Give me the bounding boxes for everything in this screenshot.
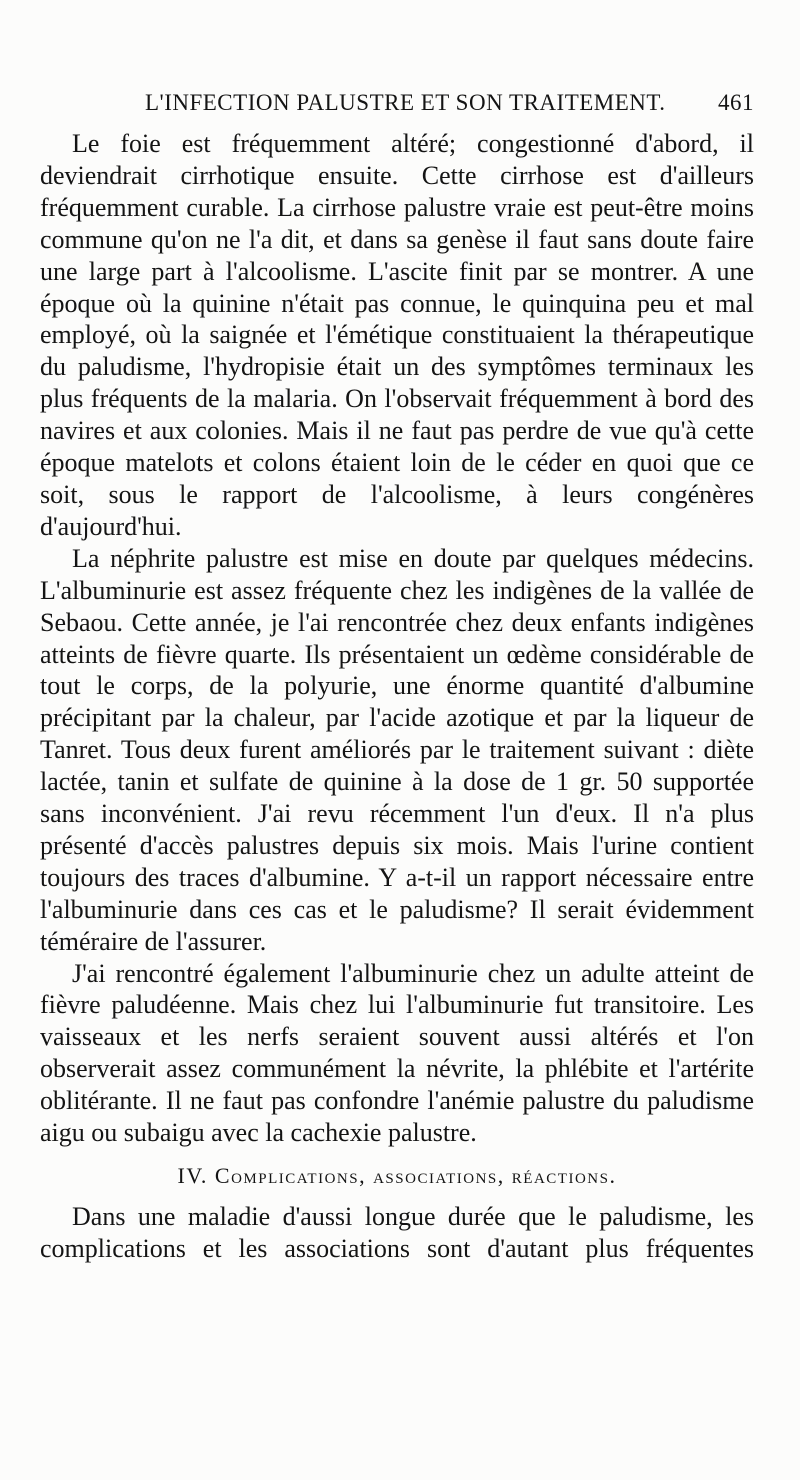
page-number: 461 <box>718 90 754 115</box>
running-head <box>40 90 754 120</box>
paragraph-nephritis: La néphrite palustre est mise en doute par quelques médecins. L'albuminurie est assez fréquente chez les indigènes de la vallée de Sebaou. Cette année, je l'ai rencontrée chez deux enfants indigènes atteints de fièvre quarte. Ils présentaient un œdème considérable de tout le corps, de la polyurie, une énorme quantité d'albumine précipitant par la chaleur, par l'acide azotique et par la liqueur de Tanret. Tous deux furent améliorés par le traitement suivant : diète lactée, tanin et sulfate de quinine à la dose de 1 gr. 50 supportée sans inconvénient. J'ai revu récemment l'un d'eux. Il n'a plus présenté d'accès palustres depuis six mois. Mais l'urine contient toujours des traces d'albumine. Y a-t-il un rapport nécessaire entre l'albuminurie dans ces cas et le paludisme? Il serait évidemment téméraire de l'assurer. <box>40 543 754 956</box>
section-heading: IV. Complications, associations, réactions. <box>177 1163 617 1188</box>
running-head-title: L'INFECTION PALUSTRE ET SON TRAITEMENT. <box>145 90 666 115</box>
paragraph-complications: Dans une maladie d'aussi longue durée que le paludisme, les complications et les associations sont d'autant plus fréquentes <box>40 1202 754 1263</box>
paragraph-liver: Le foie est fréquemment altéré; congestionné d'abord, il deviendrait cirrhotique ensuite. Cette cirrhose est d'ailleurs fréquemment curable. La cirrhose palustre vraie est peut-être moins commune qu'on ne l'a dit, et dans sa genèse il faut sans doute faire une large part à l'alcoolisme. L'ascite finit par se montrer. A une époque où la quinine n'était pas connue, le quinquina peu et mal employé, où la saignée et l'émétique constituaient la thérapeutique du paludisme, l'hydropisie était un des symptômes terminaux les plus fréquents de la malaria. On l'observait fréquemment à bord des navires et aux colonies. Mais il ne faut pas perdre de vue qu'à cette époque matelots et colons étaient loin de le céder en quoi que ce soit, sous le rapport de l'alcoolisme, à leurs congénères d'aujourd'hui. <box>40 129 754 541</box>
body-text <box>40 128 754 1265</box>
paragraph-albuminuria-adult: J'ai rencontré également l'albuminurie chez un adulte atteint de fièvre paludéenne. Mais chez lui l'albuminurie fut transitoire. Les vaisseaux et les nerfs seraient souvent aussi altérés et l'on observerait assez communément la névrite, la phlébite et l'artérite oblitérante. Il ne faut pas confondre l'anémie palustre du paludisme aigu ou subaigu avec la cachexie palustre. <box>40 958 754 1148</box>
